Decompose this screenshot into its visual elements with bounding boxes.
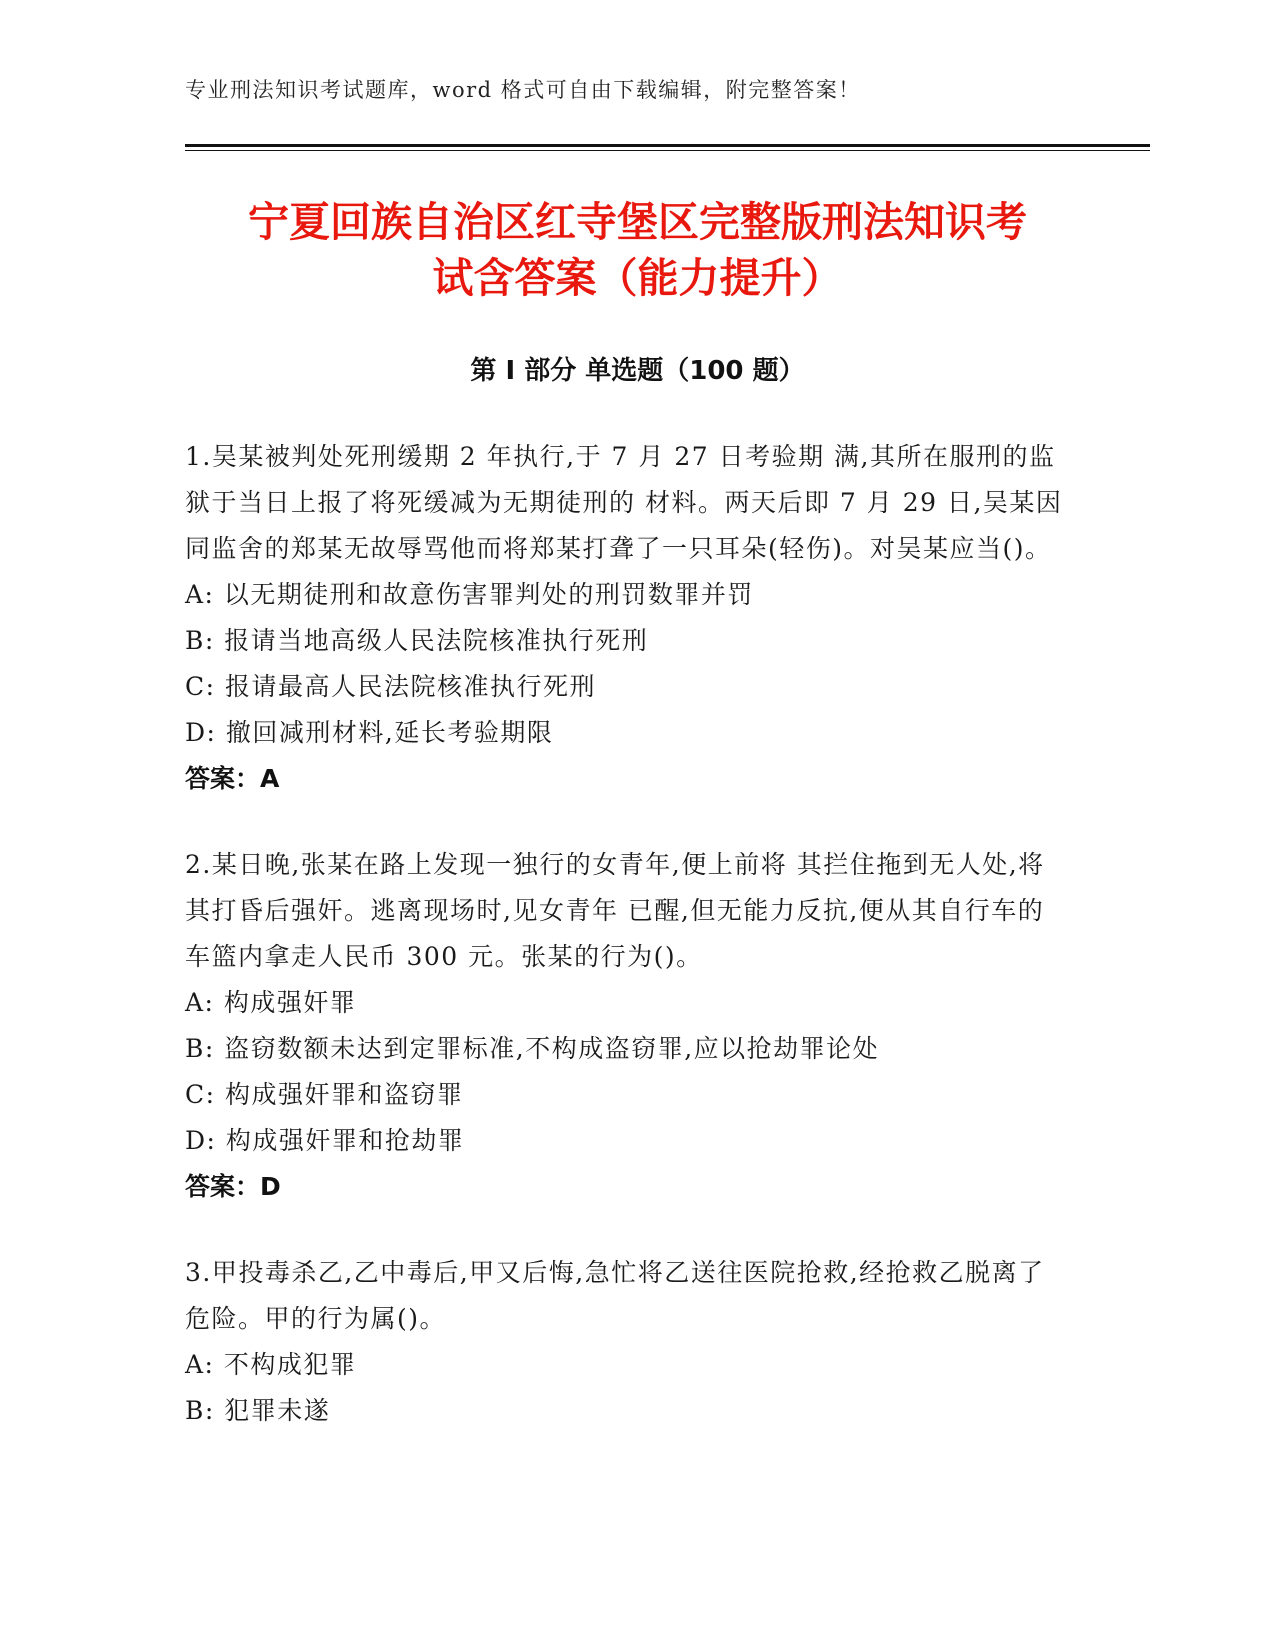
option-c: C: 报请最高人民法院核准执行死刑 <box>185 672 596 701</box>
option-a: A: 构成强奸罪 <box>185 988 357 1017</box>
question-stem: 1.吴某被判处死刑缓期 2 年执行,于 7 月 27 日考验期 满,其所在服刑的监狱于当日上报了将死缓减为无期徒刑的 材料。两天后即 7 月 29 日,吴某因同监舍的郑某无故辱骂他而将郑某打聋了一只耳朵(轻伤)。对吴某应当()。 <box>185 442 1063 563</box>
question-stem: 2.某日晚,张某在路上发现一独行的女青年,便上前将 其拦住拖到无人处,将其打昏后强奸。逃离现场时,见女青年 已醒,但无能力反抗,便从其自行车的车篮内拿走人民币 300 元。张某的行为()。 <box>185 850 1045 971</box>
option-b: B: 报请当地高级人民法院核准执行死刑 <box>185 626 649 655</box>
option-b: B: 犯罪未遂 <box>185 1396 331 1425</box>
question-1 <box>185 434 1065 802</box>
option-a: A: 不构成犯罪 <box>185 1350 357 1379</box>
question-3 <box>185 1250 1065 1434</box>
header-note: 专业刑法知识考试题库，word 格式可自由下载编辑，附完整答案！ <box>185 78 861 102</box>
question-2 <box>185 842 1065 1210</box>
section-heading: 第 I 部分 单选题（100 题） <box>470 356 805 386</box>
option-c: C: 构成强奸罪和盗窃罪 <box>185 1080 464 1109</box>
document-title <box>185 194 1090 306</box>
question-stem: 3.甲投毒杀乙,乙中毒后,甲又后悔,急忙将乙送往医院抢救,经抢救乙脱离了危险。甲的行为属()。 <box>185 1258 1045 1333</box>
option-b: B: 盗窃数额未达到定罪标准,不构成盗窃罪,应以抢劫罪论处 <box>185 1034 880 1063</box>
header-rule-thick <box>185 144 1150 147</box>
document-title-line-2: 试含答案（能力提升） <box>432 254 843 302</box>
answer: 答案：A <box>185 764 280 793</box>
answer: 答案：D <box>185 1172 281 1201</box>
document-title-line-1: 宁夏回族自治区红寺堡区完整版刑法知识考 <box>248 198 1027 246</box>
option-d: D: 撤回减刑材料,延长考验期限 <box>185 718 554 747</box>
question-list <box>185 434 1065 1474</box>
option-a: A: 以无期徒刑和故意伤害罪判处的刑罚数罪并罚 <box>185 580 754 609</box>
header-rule-thin <box>185 150 1150 151</box>
option-d: D: 构成强奸罪和抢劫罪 <box>185 1126 465 1155</box>
